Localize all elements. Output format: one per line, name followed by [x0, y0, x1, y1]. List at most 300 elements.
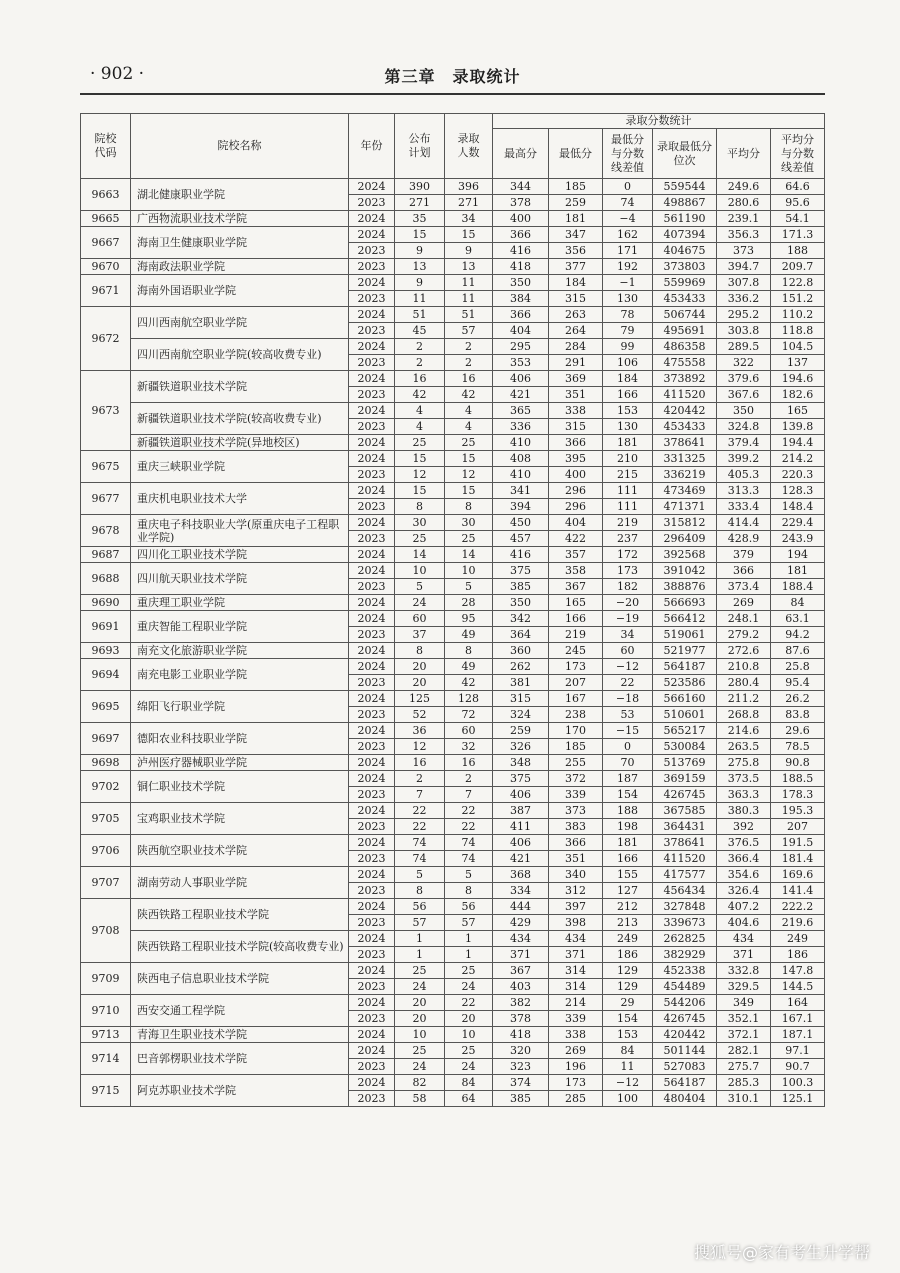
- year-cell: 2024: [349, 371, 395, 387]
- admit-cell: 396: [445, 179, 493, 195]
- admit-cell: 15: [445, 227, 493, 243]
- min-cell: 238: [549, 707, 603, 723]
- avg-diff-cell: 139.8: [771, 419, 825, 435]
- min-diff-cell: 186: [603, 947, 653, 963]
- min-cell: 291: [549, 355, 603, 371]
- avg-diff-cell: 104.5: [771, 339, 825, 355]
- col-group-score-stats: 录取分数统计: [493, 114, 825, 129]
- avg-diff-cell: 29.6: [771, 723, 825, 739]
- school-name-cell: 重庆电子科技职业大学(原重庆电子工程职业学院): [131, 515, 349, 547]
- avg-cell: 372.1: [717, 1027, 771, 1043]
- avg-diff-cell: 141.4: [771, 883, 825, 899]
- min-cell: 207: [549, 675, 603, 691]
- min-diff-cell: 79: [603, 323, 653, 339]
- rank-cell: 404675: [653, 243, 717, 259]
- admit-cell: 42: [445, 675, 493, 691]
- avg-diff-cell: 243.9: [771, 531, 825, 547]
- min-cell: 338: [549, 1027, 603, 1043]
- avg-diff-cell: 26.2: [771, 691, 825, 707]
- table-row: [81, 275, 825, 291]
- avg-cell: 399.2: [717, 451, 771, 467]
- avg-cell: 379.6: [717, 371, 771, 387]
- year-cell: 2023: [349, 739, 395, 755]
- avg-diff-cell: 144.5: [771, 979, 825, 995]
- school-name-cell: 海南卫生健康职业学院: [131, 227, 349, 259]
- year-cell: 2023: [349, 195, 395, 211]
- avg-diff-cell: 54.1: [771, 211, 825, 227]
- year-cell: 2024: [349, 867, 395, 883]
- min-cell: 255: [549, 755, 603, 771]
- max-cell: 366: [493, 307, 549, 323]
- avg-diff-cell: 83.8: [771, 707, 825, 723]
- table-body: [81, 179, 825, 1107]
- plan-cell: 25: [395, 531, 445, 547]
- school-code-cell: 9673: [81, 371, 131, 451]
- rank-cell: 510601: [653, 707, 717, 723]
- admit-cell: 4: [445, 419, 493, 435]
- rank-cell: 378641: [653, 835, 717, 851]
- chapter-title: 第三章 录取统计: [384, 67, 521, 86]
- avg-cell: 434: [717, 931, 771, 947]
- rank-cell: 364431: [653, 819, 717, 835]
- min-cell: 315: [549, 291, 603, 307]
- min-cell: 173: [549, 1075, 603, 1091]
- admit-cell: 8: [445, 499, 493, 515]
- school-name-cell: 宝鸡职业技术学院: [131, 803, 349, 835]
- max-cell: 368: [493, 867, 549, 883]
- rank-cell: 262825: [653, 931, 717, 947]
- min-diff-cell: 184: [603, 371, 653, 387]
- avg-cell: 248.1: [717, 611, 771, 627]
- admit-cell: 16: [445, 371, 493, 387]
- min-cell: 339: [549, 787, 603, 803]
- rank-cell: 454489: [653, 979, 717, 995]
- min-diff-cell: 70: [603, 755, 653, 771]
- admit-cell: 8: [445, 883, 493, 899]
- min-diff-cell: 29: [603, 995, 653, 1011]
- table-row: [81, 339, 825, 355]
- min-diff-cell: 106: [603, 355, 653, 371]
- table-row: [81, 403, 825, 419]
- rank-cell: 566693: [653, 595, 717, 611]
- rank-cell: 411520: [653, 387, 717, 403]
- avg-cell: 313.3: [717, 483, 771, 499]
- min-cell: 340: [549, 867, 603, 883]
- max-cell: 336: [493, 419, 549, 435]
- admit-cell: 11: [445, 275, 493, 291]
- table-row: [81, 211, 825, 227]
- plan-cell: 22: [395, 803, 445, 819]
- plan-cell: 9: [395, 275, 445, 291]
- admit-cell: 49: [445, 627, 493, 643]
- avg-cell: 367.6: [717, 387, 771, 403]
- school-name-cell: 湖南劳动人事职业学院: [131, 867, 349, 899]
- max-cell: 457: [493, 531, 549, 547]
- school-code-cell: 9714: [81, 1043, 131, 1075]
- rank-cell: 530084: [653, 739, 717, 755]
- max-cell: 382: [493, 995, 549, 1011]
- max-cell: 344: [493, 179, 549, 195]
- avg-cell: 322: [717, 355, 771, 371]
- school-code-cell: 9672: [81, 307, 131, 371]
- table-row: [81, 595, 825, 611]
- rank-cell: 327848: [653, 899, 717, 915]
- avg-diff-cell: 214.2: [771, 451, 825, 467]
- avg-cell: 379: [717, 547, 771, 563]
- admit-cell: 10: [445, 563, 493, 579]
- school-code-cell: 9671: [81, 275, 131, 307]
- min-cell: 422: [549, 531, 603, 547]
- plan-cell: 45: [395, 323, 445, 339]
- avg-cell: 279.2: [717, 627, 771, 643]
- admit-cell: 12: [445, 467, 493, 483]
- avg-diff-cell: 90.7: [771, 1059, 825, 1075]
- rank-cell: 561190: [653, 211, 717, 227]
- plan-cell: 9: [395, 243, 445, 259]
- school-name-cell: 新疆铁道职业技术学院(较高收费专业): [131, 403, 349, 435]
- plan-cell: 11: [395, 291, 445, 307]
- school-name-cell: 广西物流职业技术学院: [131, 211, 349, 227]
- table-row: [81, 771, 825, 787]
- min-cell: 296: [549, 483, 603, 499]
- plan-cell: 24: [395, 1059, 445, 1075]
- max-cell: 421: [493, 387, 549, 403]
- avg-diff-cell: 209.7: [771, 259, 825, 275]
- school-name-cell: 四川西南航空职业学院: [131, 307, 349, 339]
- max-cell: 406: [493, 371, 549, 387]
- avg-cell: 349: [717, 995, 771, 1011]
- school-code-cell: 9697: [81, 723, 131, 755]
- rank-cell: 564187: [653, 1075, 717, 1091]
- avg-cell: 268.8: [717, 707, 771, 723]
- min-diff-cell: 129: [603, 963, 653, 979]
- min-diff-cell: 84: [603, 1043, 653, 1059]
- max-cell: 371: [493, 947, 549, 963]
- plan-cell: 60: [395, 611, 445, 627]
- table-row: [81, 691, 825, 707]
- rank-cell: 426745: [653, 1011, 717, 1027]
- avg-cell: 332.8: [717, 963, 771, 979]
- min-cell: 397: [549, 899, 603, 915]
- min-cell: 167: [549, 691, 603, 707]
- avg-diff-cell: 128.3: [771, 483, 825, 499]
- avg-cell: 269: [717, 595, 771, 611]
- max-cell: 404: [493, 323, 549, 339]
- avg-diff-cell: 148.4: [771, 499, 825, 515]
- min-diff-cell: 215: [603, 467, 653, 483]
- plan-cell: 4: [395, 419, 445, 435]
- admit-cell: 13: [445, 259, 493, 275]
- plan-cell: 16: [395, 755, 445, 771]
- min-diff-cell: −19: [603, 611, 653, 627]
- year-cell: 2023: [349, 243, 395, 259]
- table-row: [81, 483, 825, 499]
- max-cell: 323: [493, 1059, 549, 1075]
- min-diff-cell: 130: [603, 419, 653, 435]
- school-name-cell: 青海卫生职业技术学院: [131, 1027, 349, 1043]
- plan-cell: 1: [395, 947, 445, 963]
- min-diff-cell: 60: [603, 643, 653, 659]
- avg-cell: 275.7: [717, 1059, 771, 1075]
- plan-cell: 2: [395, 771, 445, 787]
- avg-diff-cell: 194: [771, 547, 825, 563]
- table-header: [81, 114, 825, 179]
- avg-diff-cell: 219.6: [771, 915, 825, 931]
- rank-cell: 506744: [653, 307, 717, 323]
- max-cell: 295: [493, 339, 549, 355]
- min-cell: 400: [549, 467, 603, 483]
- plan-cell: 271: [395, 195, 445, 211]
- avg-cell: 373: [717, 243, 771, 259]
- year-cell: 2023: [349, 355, 395, 371]
- admit-cell: 22: [445, 819, 493, 835]
- plan-cell: 30: [395, 515, 445, 531]
- plan-cell: 20: [395, 1011, 445, 1027]
- col-header-rank: 录取最低分位次: [653, 129, 717, 179]
- rank-cell: 367585: [653, 803, 717, 819]
- avg-diff-cell: 186: [771, 947, 825, 963]
- avg-cell: 376.5: [717, 835, 771, 851]
- school-code-cell: 9707: [81, 867, 131, 899]
- min-diff-cell: 192: [603, 259, 653, 275]
- min-cell: 184: [549, 275, 603, 291]
- table-row: [81, 259, 825, 275]
- table-row: [81, 899, 825, 915]
- avg-cell: 373.4: [717, 579, 771, 595]
- max-cell: 262: [493, 659, 549, 675]
- admit-cell: 72: [445, 707, 493, 723]
- admit-cell: 128: [445, 691, 493, 707]
- plan-cell: 5: [395, 579, 445, 595]
- avg-cell: 428.9: [717, 531, 771, 547]
- min-diff-cell: 182: [603, 579, 653, 595]
- school-name-cell: 陕西铁路工程职业技术学院: [131, 899, 349, 931]
- table-row: [81, 659, 825, 675]
- admit-cell: 25: [445, 963, 493, 979]
- year-cell: 2023: [349, 915, 395, 931]
- year-cell: 2023: [349, 707, 395, 723]
- school-name-cell: 新疆铁道职业技术学院(异地校区): [131, 435, 349, 451]
- year-cell: 2024: [349, 595, 395, 611]
- min-diff-cell: 166: [603, 387, 653, 403]
- admit-cell: 30: [445, 515, 493, 531]
- avg-cell: 414.4: [717, 515, 771, 531]
- plan-cell: 58: [395, 1091, 445, 1107]
- avg-diff-cell: 118.8: [771, 323, 825, 339]
- year-cell: 2024: [349, 803, 395, 819]
- avg-diff-cell: 229.4: [771, 515, 825, 531]
- avg-cell: 380.3: [717, 803, 771, 819]
- plan-cell: 15: [395, 451, 445, 467]
- avg-cell: 379.4: [717, 435, 771, 451]
- min-cell: 170: [549, 723, 603, 739]
- rank-cell: 473469: [653, 483, 717, 499]
- plan-cell: 14: [395, 547, 445, 563]
- avg-cell: 249.6: [717, 179, 771, 195]
- rank-cell: 501144: [653, 1043, 717, 1059]
- max-cell: 411: [493, 819, 549, 835]
- year-cell: 2024: [349, 451, 395, 467]
- rank-cell: 453433: [653, 291, 717, 307]
- avg-cell: 329.5: [717, 979, 771, 995]
- min-cell: 377: [549, 259, 603, 275]
- avg-cell: 280.6: [717, 195, 771, 211]
- rank-cell: 471371: [653, 499, 717, 515]
- table-row: [81, 515, 825, 531]
- year-cell: 2023: [349, 467, 395, 483]
- year-cell: 2024: [349, 547, 395, 563]
- avg-diff-cell: 64.6: [771, 179, 825, 195]
- rank-cell: 564187: [653, 659, 717, 675]
- avg-diff-cell: 249: [771, 931, 825, 947]
- avg-cell: 263.5: [717, 739, 771, 755]
- plan-cell: 20: [395, 659, 445, 675]
- school-code-cell: 9675: [81, 451, 131, 483]
- min-diff-cell: −1: [603, 275, 653, 291]
- year-cell: 2024: [349, 1027, 395, 1043]
- school-code-cell: 9688: [81, 563, 131, 595]
- admit-cell: 2: [445, 355, 493, 371]
- avg-cell: 326.4: [717, 883, 771, 899]
- table-row: [81, 723, 825, 739]
- col-header-min-diff: 最低分与分数线差值: [603, 129, 653, 179]
- avg-diff-cell: 188.5: [771, 771, 825, 787]
- admit-cell: 15: [445, 451, 493, 467]
- year-cell: 2024: [349, 659, 395, 675]
- max-cell: 408: [493, 451, 549, 467]
- school-code-cell: 9690: [81, 595, 131, 611]
- rank-cell: 296409: [653, 531, 717, 547]
- admit-cell: 22: [445, 995, 493, 1011]
- year-cell: 2024: [349, 211, 395, 227]
- max-cell: 342: [493, 611, 549, 627]
- plan-cell: 15: [395, 227, 445, 243]
- plan-cell: 390: [395, 179, 445, 195]
- school-code-cell: 9678: [81, 515, 131, 547]
- avg-diff-cell: 167.1: [771, 1011, 825, 1027]
- rank-cell: 475558: [653, 355, 717, 371]
- table-row: [81, 931, 825, 947]
- school-code-cell: 9670: [81, 259, 131, 275]
- rank-cell: 566412: [653, 611, 717, 627]
- min-cell: 395: [549, 451, 603, 467]
- avg-cell: 366: [717, 563, 771, 579]
- min-diff-cell: −4: [603, 211, 653, 227]
- min-cell: 263: [549, 307, 603, 323]
- plan-cell: 52: [395, 707, 445, 723]
- rank-cell: 498867: [653, 195, 717, 211]
- avg-cell: 392: [717, 819, 771, 835]
- avg-diff-cell: 181: [771, 563, 825, 579]
- col-header-admit: 录取人数: [445, 114, 493, 179]
- avg-diff-cell: 137: [771, 355, 825, 371]
- col-header-plan: 公布计划: [395, 114, 445, 179]
- school-name-cell: 南充电影工业职业学院: [131, 659, 349, 691]
- admission-table-wrapper: [80, 113, 824, 1107]
- min-cell: 296: [549, 499, 603, 515]
- school-code-cell: 9713: [81, 1027, 131, 1043]
- school-name-cell: 新疆铁道职业技术学院: [131, 371, 349, 403]
- avg-cell: 280.4: [717, 675, 771, 691]
- avg-diff-cell: 151.2: [771, 291, 825, 307]
- year-cell: 2023: [349, 883, 395, 899]
- min-diff-cell: 188: [603, 803, 653, 819]
- avg-cell: 272.6: [717, 643, 771, 659]
- school-name-cell: 重庆智能工程职业学院: [131, 611, 349, 643]
- avg-cell: 363.3: [717, 787, 771, 803]
- avg-cell: 303.8: [717, 323, 771, 339]
- admit-cell: 95: [445, 611, 493, 627]
- avg-diff-cell: 194.6: [771, 371, 825, 387]
- year-cell: 2023: [349, 419, 395, 435]
- max-cell: 418: [493, 259, 549, 275]
- admit-cell: 25: [445, 1043, 493, 1059]
- min-cell: 181: [549, 211, 603, 227]
- rank-cell: 373803: [653, 259, 717, 275]
- plan-cell: 7: [395, 787, 445, 803]
- school-code-cell: 9663: [81, 179, 131, 211]
- rank-cell: 426745: [653, 787, 717, 803]
- max-cell: 375: [493, 771, 549, 787]
- year-cell: 2023: [349, 1011, 395, 1027]
- school-code-cell: 9706: [81, 835, 131, 867]
- plan-cell: 10: [395, 1027, 445, 1043]
- min-cell: 366: [549, 835, 603, 851]
- year-cell: 2024: [349, 691, 395, 707]
- admit-cell: 4: [445, 403, 493, 419]
- school-name-cell: 铜仁职业技术学院: [131, 771, 349, 803]
- school-name-cell: 海南政法职业学院: [131, 259, 349, 275]
- max-cell: 444: [493, 899, 549, 915]
- table-row: [81, 307, 825, 323]
- plan-cell: 25: [395, 1043, 445, 1059]
- max-cell: 406: [493, 787, 549, 803]
- min-cell: 373: [549, 803, 603, 819]
- min-cell: 285: [549, 1091, 603, 1107]
- rank-cell: 495691: [653, 323, 717, 339]
- col-header-name: 院校名称: [131, 114, 349, 179]
- max-cell: 374: [493, 1075, 549, 1091]
- plan-cell: 8: [395, 499, 445, 515]
- avg-cell: 210.8: [717, 659, 771, 675]
- avg-cell: 405.3: [717, 467, 771, 483]
- plan-cell: 8: [395, 643, 445, 659]
- avg-cell: 404.6: [717, 915, 771, 931]
- year-cell: 2024: [349, 643, 395, 659]
- avg-diff-cell: 94.2: [771, 627, 825, 643]
- avg-diff-cell: 171.3: [771, 227, 825, 243]
- min-diff-cell: −18: [603, 691, 653, 707]
- avg-diff-cell: 165: [771, 403, 825, 419]
- table-row: [81, 451, 825, 467]
- max-cell: 410: [493, 467, 549, 483]
- min-diff-cell: 111: [603, 483, 653, 499]
- min-diff-cell: 130: [603, 291, 653, 307]
- year-cell: 2023: [349, 1059, 395, 1075]
- admit-cell: 15: [445, 483, 493, 499]
- max-cell: 350: [493, 595, 549, 611]
- rank-cell: 315812: [653, 515, 717, 531]
- min-diff-cell: 181: [603, 835, 653, 851]
- avg-diff-cell: 220.3: [771, 467, 825, 483]
- plan-cell: 36: [395, 723, 445, 739]
- admit-cell: 1: [445, 931, 493, 947]
- school-name-cell: 德阳农业科技职业学院: [131, 723, 349, 755]
- min-cell: 357: [549, 547, 603, 563]
- max-cell: 259: [493, 723, 549, 739]
- rank-cell: 336219: [653, 467, 717, 483]
- year-cell: 2023: [349, 1091, 395, 1107]
